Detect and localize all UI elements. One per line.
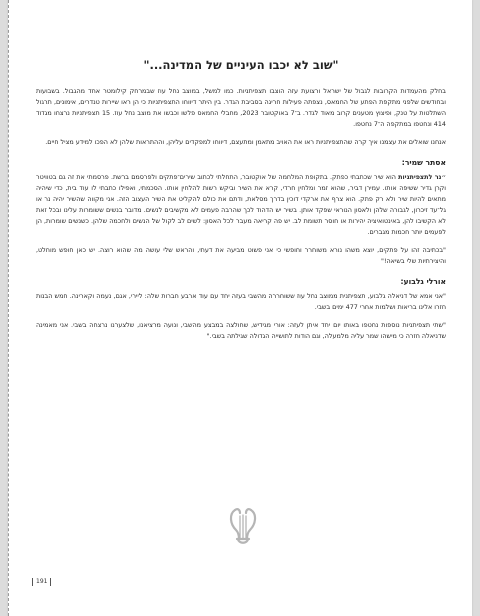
- article-body: [36, 58, 446, 349]
- page-number: 191: [32, 578, 51, 586]
- section1-paragraph-1: [36, 172, 446, 238]
- intro-paragraph-1: בחלק מהעמדות הקרובות לגבול של ישראל ורצועת עזה הוצבו תצפיתניות. כמו למשל, במוצב נחל עוז שבמרחק קילומטר אחד מהגבול. בשבועות ובחודשים שלפני מתקפת הפתע של החמאס, נצפתה פעילות חריגה בסביבת הגדר. בין היתר דיווחו התצפיתניות כי הן ראו שיירות טנדרים, אימונים, תרגול השתלטות על טנק, ופיצוץ מטענים קרוב מאוד לגדר. ב־7 באוקטובר 2023, מחבלי החמאס פלשו וכבשו את מוצב נחל עוז. 15 תצפיתניות נרצחו מגדוד 414 ונחטפו במתקפה ה־7 נחטפו.: [36, 87, 447, 128]
- intro-paragraph-2: אנחנו שואלים את עצמנו איך קרה שהתצפיתניות ראו את האויב מתאמן ומתעצם, דיווחו למפקדים עליהן, וההתראות שלהן לא הפכו למידע מציל חיים.: [45, 138, 446, 146]
- section-heading-esther: אסתר שמיר:: [401, 158, 446, 167]
- section2-paragraph-2: "שתי תצפיתניות נוספות נחטפו באותו יום יחד איתן לעזה: אורי מגידיש, שחולצה במבצע מהשבי, ונועה מרציאנו, שלצערנו נרצחה בשבי. אני מאמינה שדניאלה חזרה כי מישהו שמר עליה מלמעלה, וגם הודות לתושייה הגדולה שגילתה בשבי.": [36, 321, 446, 340]
- section-heading-orly: אורלי גלבוע:: [400, 277, 446, 286]
- song-title-lead: ״נר לתצפיתניות: [398, 173, 446, 181]
- page-title: "שוב לא יכבו העיניים של המדינה...": [143, 58, 339, 72]
- document-page: [8, 0, 472, 616]
- section2-paragraph-1: "אני אמא של דניאלה גלבוע, תצפיתנית ממוצב נחל עוז ששוחררה מהשבי בעזה יחד עם עוד ארבע חברות שלה: ליירי, אגם, נעמה וקארינה. חמש הבנות חזרו אלינו בריאות ושלמות אחרי 477 ימים בשבי.: [36, 292, 446, 311]
- section1-paragraph-1-text: הוא שיר שכתבתי כפתק. בתקופת המלחמה של אוקטובר, התחלתי לכתוב שירים־פתקים ולפרסמם ברשת. פרסמתי את זה גם בטוויטר וקרן גדיר ששיפה אותו. עמירן דביר, שהוא זמר ומלחין חרדי, קרא את השיר וביקש רשות להלחין אותו. הסכמתי, ואפילו כתבתי לו עוד בית, כדי שיהיה מתאים להיות שיר ולא רק פתק. הוא צרף את ארקדי דוכין בדרך מסלאת, ודתם את כולם להקליט את השיר העצוב הזה. אני מקווה שהשיר יהיה נר או גל־עד זיכרון, לגבורה שלהן ולאסון הנוראי שפקד אותן. בשיר יש הדהוד לכך שהרבה פעמים לא מקשיבים לנשים. מדובר בנשים ששומרות עלינו ובכל זאת לא הקשיבו להן, באינטואיציה יהירות או חוסר תשומת לב. יש פה קריאה מעבר לכל האסון: לשים לב לקול של הנשים ולחכמה שלהן. כשנשים שומרות, הן לפעמים יותר חכמות מגברים.: [36, 173, 446, 236]
- section1-paragraph-2: "בכתיבה זהו על פתקים, יוצא משהו נורא משוחרר וחופשי כי אני פשוט מביעה את דעתי, והראש שלי עושה מה שהוא רוצה. יש כאן חופש מוחלט, והיצירתיות שלי בשיאה!": [36, 246, 446, 265]
- lyre-icon: [226, 504, 260, 548]
- margin-dashed-line: [8, 0, 9, 616]
